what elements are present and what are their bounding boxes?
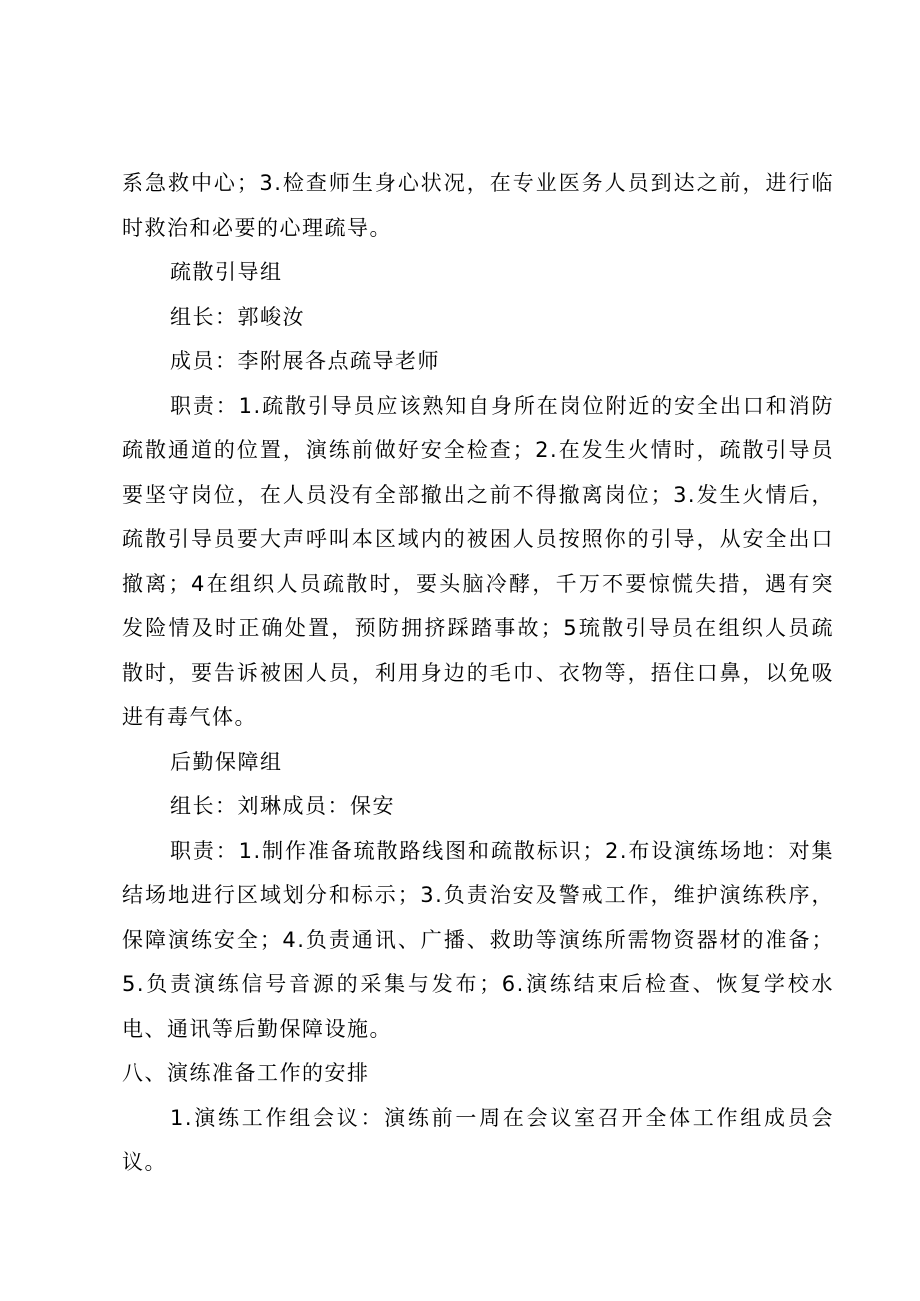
logistics-group-leader: 组长：刘琳成员：保安 xyxy=(170,794,395,818)
evacuation-group-members: 成员：李附展各点疏导老师 xyxy=(170,349,440,373)
evacuation-group-leader: 组长：郭峻汝 xyxy=(170,304,305,329)
heading-logistics-group: 后勤保障组 xyxy=(170,749,283,774)
document-body xyxy=(122,161,834,1185)
paragraph-continuation: 系急救中心；3.检查师生身心状况，在专业医务人员到达之前，进行临时救治和必要的心理疏导。 xyxy=(122,171,834,240)
evacuation-group-duties: 职责：1.疏散引导员应该熟知自身所在岗位附近的安全出口和消防疏散通道的位置，演练前做好安全检查；2.在发生火情时，疏散引导员要坚守岗位，在人员没有全部撤出之前不得撤离岗位；3.发生火情后，疏散引导员要大声呼叫本区域内的被困人员按照你的引导，从安全出口撤离；4在组织人员疏散时，要头脑冷酵，千万不要惊慌失措，遇有突发险情及时正确处置，预防拥挤踩踏事故；5琉散引导员在组织人员疏散时，要告诉被困人员，利用身边的毛巾、衣物等，捂住口鼻，以免吸进有毒气体。 xyxy=(122,393,834,729)
logistics-group-duties: 职责：1.制作准备琉散路线图和疏散标识；2.布设演练场地：对集结场地进行区域划分和标示；3.负责治安及警戒工作，维护演练秩序，保障演练安全；4.负责通讯、广播、救助等演练所需物资器材的准备；5.负责演练信号音源的采集与发布；6.演练结束后检查、恢复学校水电、通讯等后勤保障设施。 xyxy=(122,838,834,1041)
heading-evacuation-group: 疏散引导组 xyxy=(170,260,283,284)
drill-preparation-item-1: 1.演练工作组会议：演练前一周在会议室召开全体工作组成员会议。 xyxy=(122,1105,834,1174)
section-heading-drill-preparation: 八、演练准备工作的安排 xyxy=(122,1061,370,1085)
